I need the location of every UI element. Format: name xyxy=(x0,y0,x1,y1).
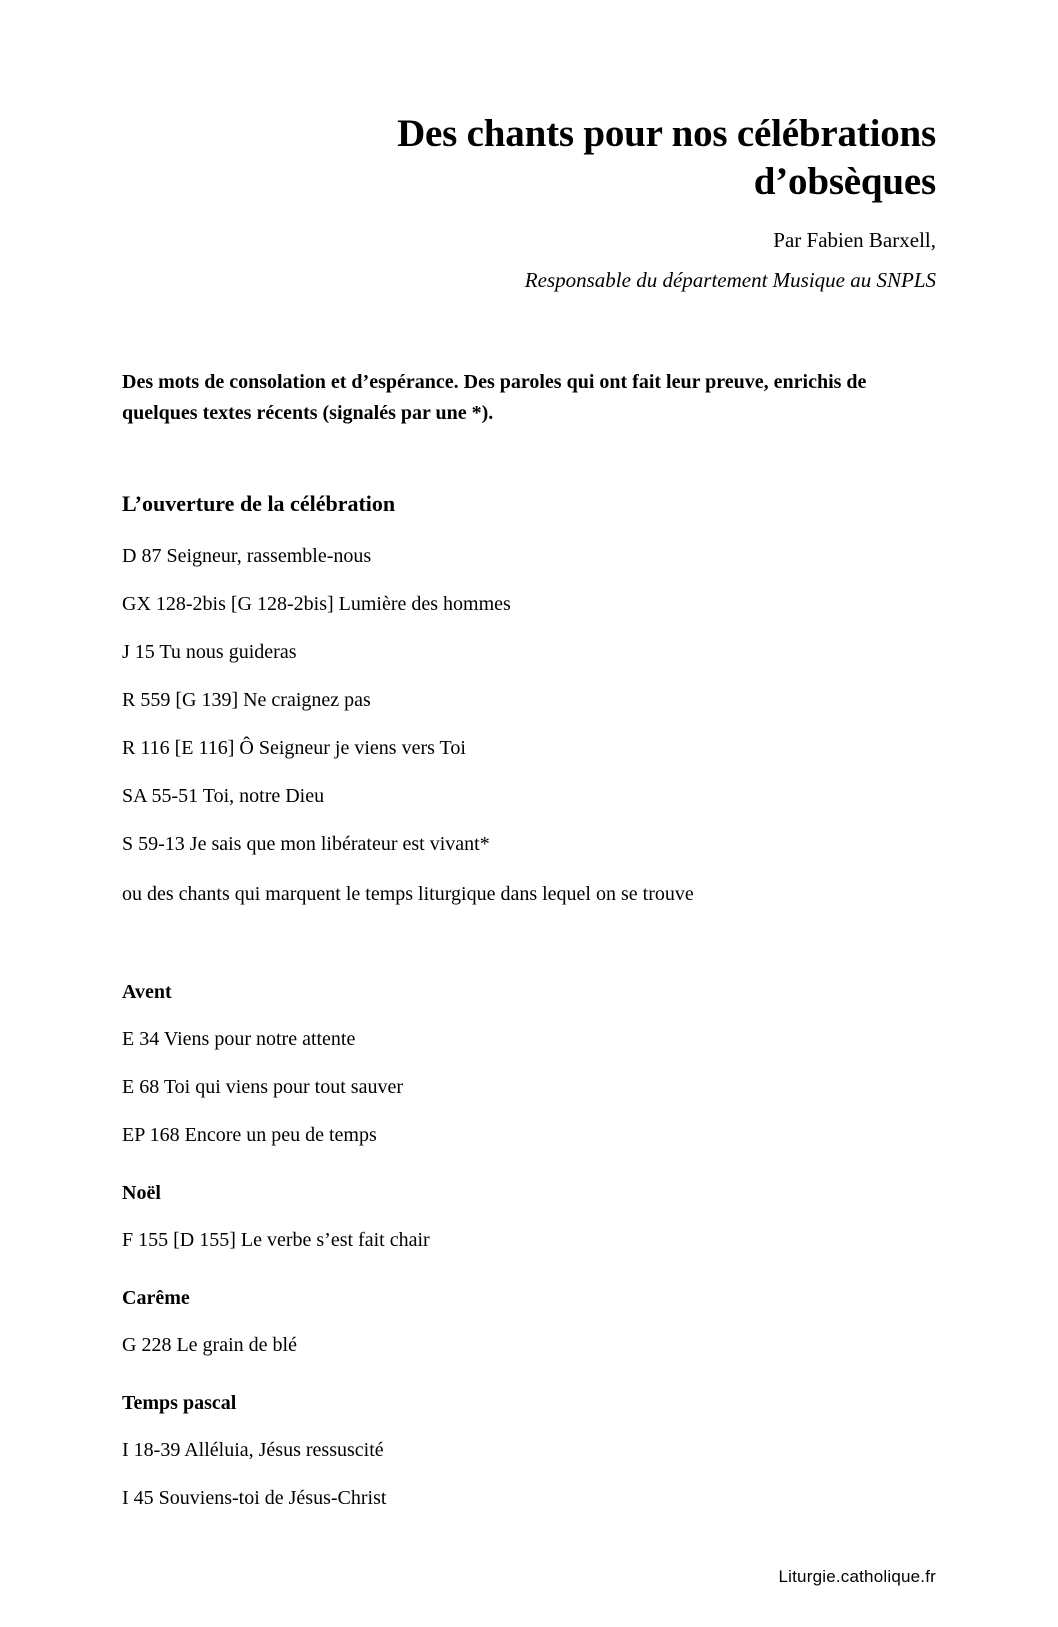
sub-heading-temps-pascal: Temps pascal xyxy=(122,1391,237,1414)
list-item: J 15 Tu nous guideras xyxy=(122,640,297,663)
list-item: G 228 Le grain de blé xyxy=(122,1333,297,1356)
list-item: EP 168 Encore un peu de temps xyxy=(122,1123,377,1146)
section-heading-ouverture: L’ouverture de la célébration xyxy=(122,490,396,516)
page-title xyxy=(122,110,936,205)
page-title-line-2: d’obsèques xyxy=(753,159,936,203)
list-item: R 559 [G 139] Ne craignez pas xyxy=(122,688,371,711)
author-name: Par Fabien Barxell, xyxy=(773,228,936,253)
section-spacer xyxy=(122,907,936,947)
list-item: I 45 Souviens-toi de Jésus-Christ xyxy=(122,1486,387,1509)
title-block xyxy=(122,110,936,295)
list-item: SA 55-51 Toi, notre Dieu xyxy=(122,784,325,807)
list-item: E 68 Toi qui viens pour tout sauver xyxy=(122,1075,403,1098)
list-item: E 34 Viens pour notre attente xyxy=(122,1027,356,1050)
list-item: F 155 [D 155] Le verbe s’est fait chair xyxy=(122,1228,430,1251)
list-item: D 87 Seigneur, rassemble-nous xyxy=(122,544,372,567)
sub-heading-avent: Avent xyxy=(122,980,172,1003)
list-item: GX 128-2bis [G 128-2bis] Lumière des hommes xyxy=(122,592,511,615)
ouverture-note: ou des chants qui marquent le temps liturgique dans lequel on se trouve xyxy=(122,882,694,905)
page-title-line-1: Des chants pour nos célébrations xyxy=(397,112,936,155)
sub-heading-careme: Carême xyxy=(122,1286,190,1309)
author-role: Responsable du département Musique au SNPLS xyxy=(524,268,936,293)
list-item: I 18-39 Alléluia, Jésus ressuscité xyxy=(122,1438,384,1461)
footer-source: Liturgie.catholique.fr xyxy=(778,1566,936,1586)
list-item: R 116 [E 116] Ô Seigneur je viens vers Toi xyxy=(122,736,466,759)
sub-heading-noel: Noël xyxy=(122,1181,161,1204)
intro-paragraph: Des mots de consolation et d’espérance. Des paroles qui ont fait leur preuve, enrichis de quelques textes récents (signalés par une *). xyxy=(122,370,867,424)
list-item: S 59-13 Je sais que mon libérateur est vivant* xyxy=(122,832,490,855)
